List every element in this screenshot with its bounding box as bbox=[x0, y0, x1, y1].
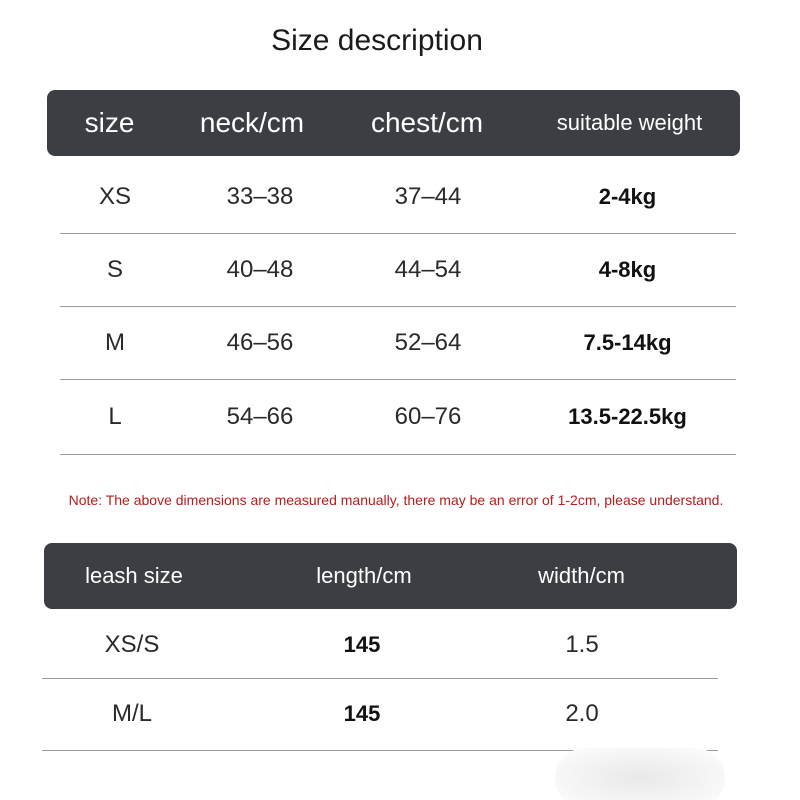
table-row bbox=[60, 379, 736, 455]
cell-weight: 7.5-14kg bbox=[583, 329, 672, 355]
cell-length: 145 bbox=[343, 701, 381, 726]
cell-chest: 44–54 bbox=[394, 255, 462, 283]
cell-leash-size: M/L bbox=[111, 700, 152, 727]
cell-size: L bbox=[108, 402, 122, 430]
cell-size: XS bbox=[98, 182, 131, 210]
cell-chest: 37–44 bbox=[394, 182, 462, 210]
table-row bbox=[60, 160, 736, 234]
cell-size: M bbox=[105, 328, 125, 356]
header-length: length/cm bbox=[316, 563, 412, 588]
header-neck: neck/cm bbox=[199, 107, 305, 138]
cell-neck: 40–48 bbox=[226, 255, 294, 283]
cell-leash-size: XS/S bbox=[104, 630, 160, 658]
page-title: Size description bbox=[271, 24, 483, 57]
cell-size: S bbox=[106, 255, 123, 283]
table-row bbox=[60, 306, 736, 380]
header-chest: chest/cm bbox=[370, 107, 484, 138]
cell-neck: 46–56 bbox=[226, 328, 294, 356]
cell-chest: 52–64 bbox=[394, 328, 462, 356]
header-width: width/cm bbox=[538, 563, 625, 588]
cell-neck: 54–66 bbox=[226, 402, 294, 430]
table-row bbox=[42, 611, 718, 679]
cell-width: 2.0 bbox=[565, 700, 599, 727]
cell-chest: 60–76 bbox=[394, 402, 462, 430]
cell-width: 1.5 bbox=[565, 630, 599, 658]
header-leash-size: leash size bbox=[85, 563, 183, 588]
cell-weight: 4-8kg bbox=[598, 256, 657, 282]
table-row bbox=[60, 233, 736, 307]
header-size: size bbox=[84, 107, 135, 138]
cell-weight: 13.5-22.5kg bbox=[568, 403, 687, 429]
cell-weight: 2-4kg bbox=[598, 183, 657, 209]
leash-table-header bbox=[44, 543, 737, 609]
cell-neck: 33–38 bbox=[226, 182, 294, 210]
table-row bbox=[42, 678, 718, 751]
measurement-note: Note: The above dimensions are measured manually, there may be an error of 1-2cm, please understand. bbox=[68, 492, 724, 508]
size-table-header bbox=[47, 90, 740, 156]
header-weight: suitable weight bbox=[556, 110, 703, 135]
cell-length: 145 bbox=[343, 631, 381, 657]
decorative-shadow bbox=[555, 748, 725, 800]
